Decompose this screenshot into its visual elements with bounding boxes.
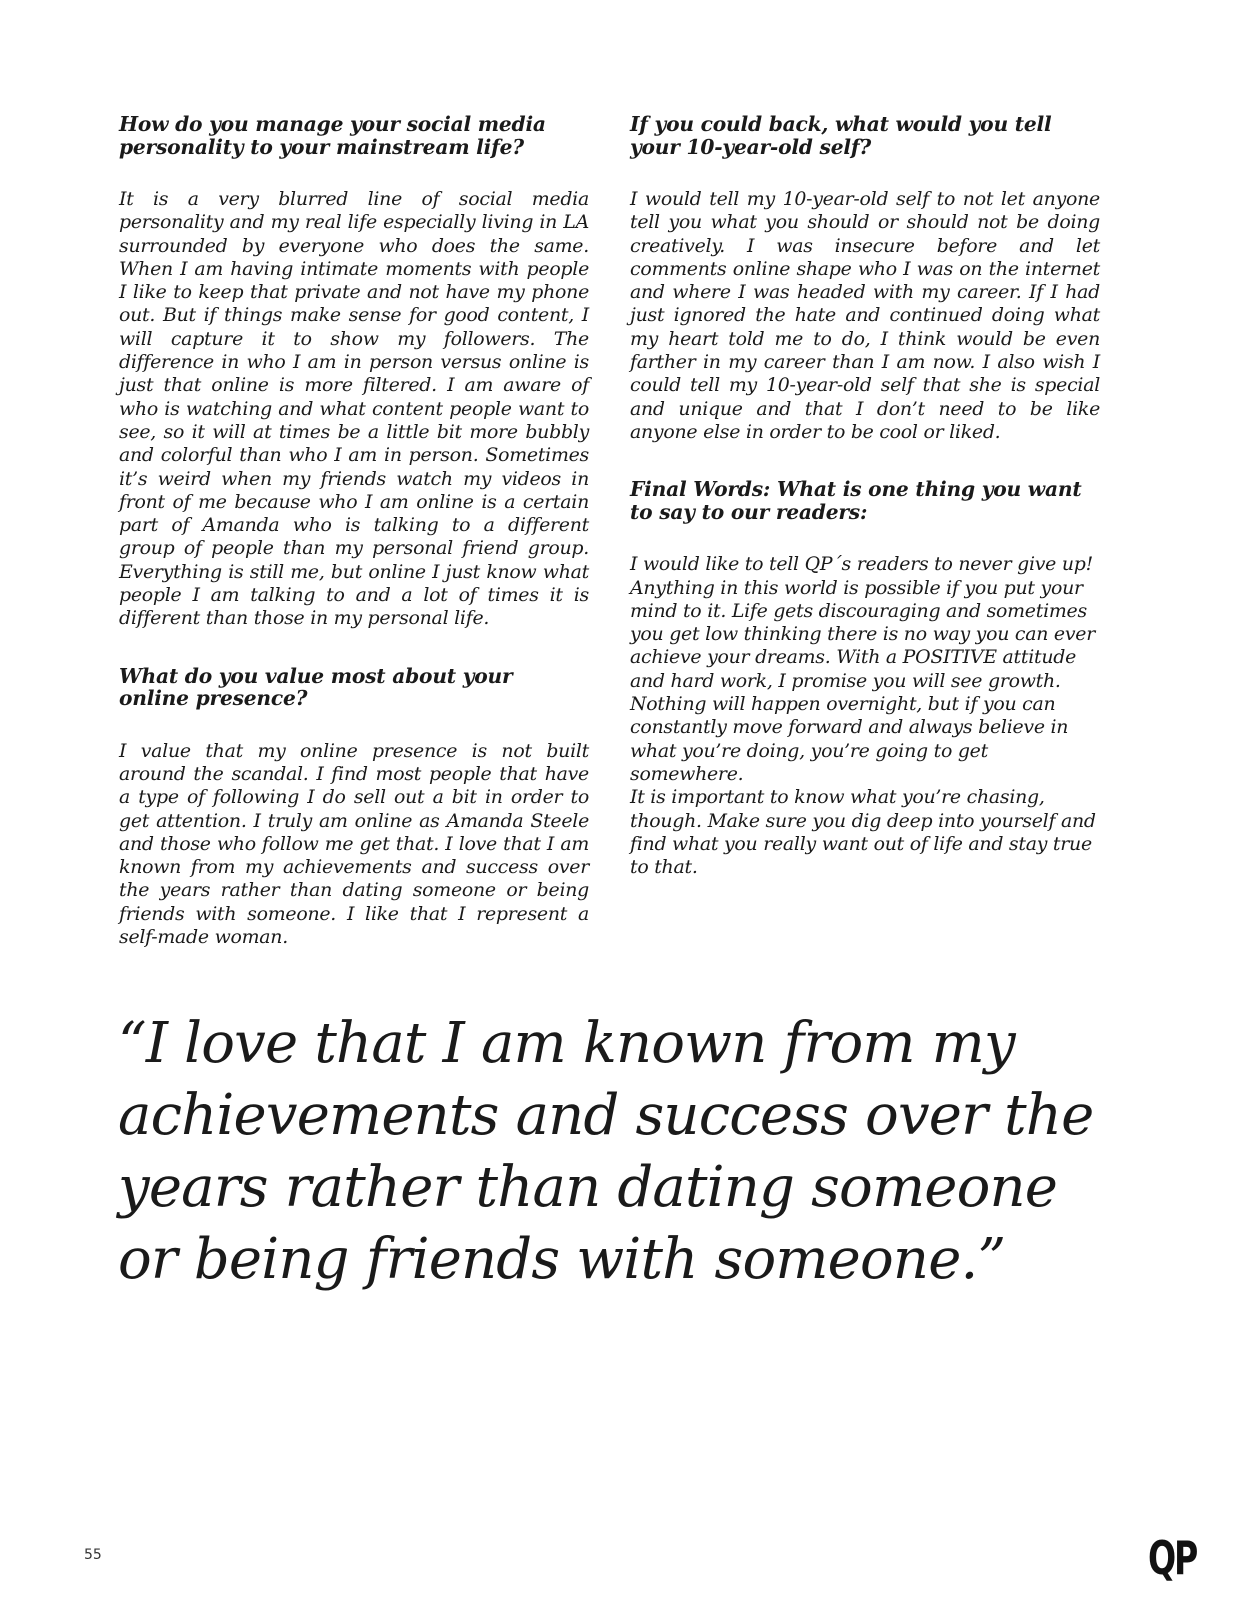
- pull-quote: “I love that I am known from my achievements and success over the years rather than dating someone or being friends with someone.”: [118, 1011, 1094, 1292]
- question-online-presence: What do you value most about your online presence?: [119, 663, 513, 711]
- question-ten-year-old-self: If you could back, what would you tell your 10-year-old self?: [630, 112, 1052, 159]
- left-column: [119, 113, 589, 983]
- question-social-media-personality: How do you manage your social media personality to your mainstream life?: [119, 112, 546, 159]
- page-number: 55: [84, 1547, 102, 1563]
- answer-online-presence: I value that my online presence is not built around the scandal. I find most people that have a type of following I do sell out a bit in order to get attention. I truly am online as Amanda Steele and those who follow me get that. I love that I am known from my achievements and success over the years rather than dating someone or being friends with someone. I like that I represent a self-made woman.: [119, 739, 589, 949]
- right-column: [630, 113, 1100, 879]
- answer-social-media-personality: It is a very blurred line of social media personality and my real life especially living in LA surrounded by everyone who does the same. When I am having intimate moments with people I like to keep that private and not have my phone out. But if things make sense for good content, I will capture it to show my followers. The difference in who I am in person versus online is just that online is more filtered. I am aware of who is watching and what content people want to see, so it will at times be a little bit more bubbly and colorful than who I am in person. Sometimes it’s weird when my friends watch my videos in front of me because who I am online is a certain part of Amanda who is talking to a different group of people than my personal friend group. Everything is still me, but online I just know what people I am talking to and a lot of times it is different than those in my personal life.: [119, 188, 589, 630]
- qp-logo: QP: [1148, 1531, 1197, 1585]
- question-final-words: Final Words: What is one thing you want to say to our readers:: [630, 477, 1082, 524]
- answer-ten-year-old-self: I would tell my 10-year-old self to not let anyone tell you what you should or should not be doing creatively. I was insecure before and let comments online shape who I was on the internet and where I was headed with my career. If I had just ignored the hate and continued doing what my heart told me to do, I think would be even farther in my career than I am now. I also wish I could tell my 10-year-old self that she is special and unique and that I don’t need to be like anyone else in order to be cool or liked.: [630, 188, 1100, 443]
- answer-final-words: I would like to tell QP´s readers to never give up! Anything in this world is possible if you put your mind to it. Life gets discouraging and sometimes you get low thinking there is no way you can ever achieve your dreams. With a POSITIVE attitude and hard work, I promise you will see growth. Nothing will happen overnight, but if you can constantly move forward and always believe in what you’re doing, you’re going to get somewhere. It is important to know what you’re chasing, though. Make sure you dig deep into yourself and find what you really want out of life and stay true to that.: [630, 553, 1096, 879]
